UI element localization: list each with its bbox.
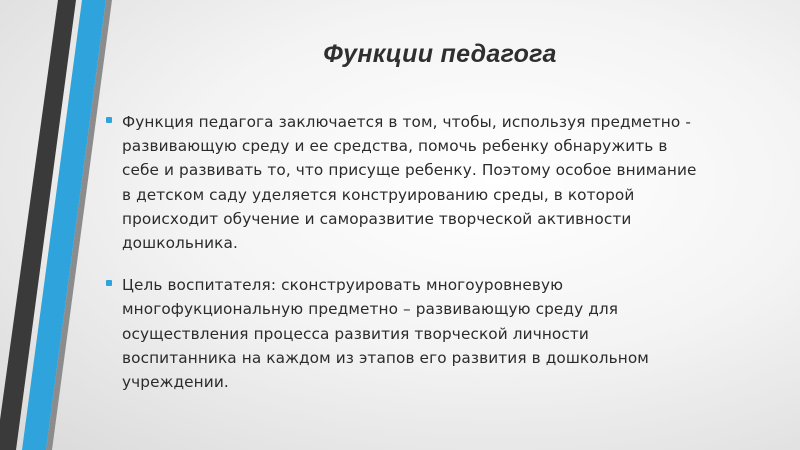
text-line: развивающую среду и ее средства, помочь ребенку обнаружить в: [122, 137, 668, 156]
bullet-marker-icon: [106, 280, 112, 286]
text-line: дошкольника.: [122, 234, 238, 253]
text-line: воспитанника на каждом из этапов его развития в дошкольном: [122, 348, 649, 367]
text-line: многофукциональную предметно – развивающую среду для: [122, 300, 619, 319]
bullet-text: [122, 110, 754, 255]
slide-body: [104, 110, 754, 412]
text-line: происходит обучение и саморазвитие творческой активности: [122, 209, 632, 228]
slide-title: Функции педагога: [323, 40, 557, 68]
text-line: Функция педагога заключается в том, чтобы, используя предметно -: [122, 113, 691, 131]
bullet-text: [122, 273, 754, 394]
text-line: в детском саду уделяется конструированию среды, в которой: [122, 185, 635, 204]
bullet-goal: [104, 273, 754, 394]
bullet-marker-icon: [106, 117, 112, 123]
text-line: Цель воспитателя: сконструировать многоуровневую: [122, 276, 564, 295]
text-line: осуществления процесса развития творческой личности: [122, 324, 589, 343]
text-line: учреждении.: [122, 373, 229, 392]
text-line: себе и развивать то, что присуще ребенку. Поэтому особое внимание: [122, 161, 697, 180]
bullet-function: [104, 110, 754, 255]
